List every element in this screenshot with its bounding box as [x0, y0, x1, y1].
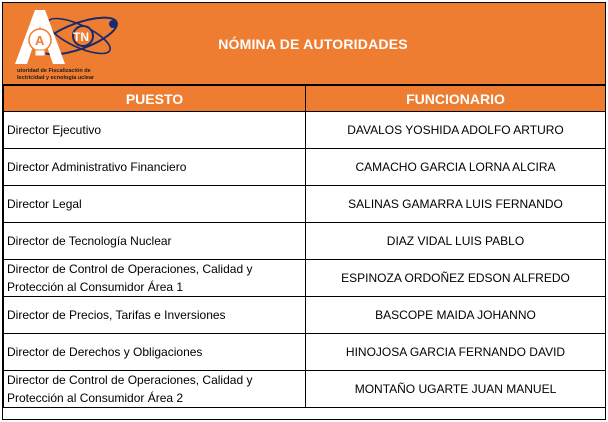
cell-funcionario: ESPINOZA ORDOÑEZ EDSON ALFREDO [306, 260, 606, 297]
column-header-puesto: PUESTO [4, 86, 306, 112]
cell-funcionario: DAVALOS YOSHIDA ADOLFO ARTURO [306, 112, 606, 149]
cell-funcionario: SALINAS GAMARRA LUIS FERNANDO [306, 186, 606, 223]
cell-puesto: Director de Control de Operaciones, Calidad y Protección al Consumidor Área 2 [4, 371, 306, 408]
cell-puesto: Director de Tecnología Nuclear [4, 223, 306, 260]
cell-funcionario: CAMACHO GARCIA LORNA ALCIRA [306, 149, 606, 186]
cell-funcionario: MONTAÑO UGARTE JUAN MANUEL [306, 371, 606, 408]
table-row [4, 334, 606, 371]
table-header-row [4, 86, 606, 112]
cell-funcionario: HINOJOSA GARCIA FERNANDO DAVID [306, 334, 606, 371]
table-row [4, 297, 606, 334]
column-header-funcionario: FUNCIONARIO [306, 86, 606, 112]
table-row [4, 260, 606, 297]
table-row [4, 149, 606, 186]
logo-caption [17, 68, 125, 81]
cell-funcionario: DIAZ VIDAL LUIS PABLO [306, 223, 606, 260]
table-row [4, 112, 606, 149]
cell-funcionario: BASCOPE MAIDA JOHANNO [306, 297, 606, 334]
page-title: NÓMINA DE AUTORIDADES [218, 36, 408, 52]
logo-mark-letter: A [35, 33, 45, 48]
logo-caption-line-2: lectricidad y ecnología uclear [17, 74, 95, 81]
table-row [4, 371, 606, 408]
authorities-sheet [2, 2, 606, 420]
cell-puesto: Director Legal [4, 186, 306, 223]
table-row [4, 186, 606, 223]
cell-puesto: Director Ejecutivo [4, 112, 306, 149]
agency-logo [9, 6, 121, 82]
cell-puesto: Director Administrativo Financiero [4, 149, 306, 186]
logo-graphic [9, 6, 121, 68]
cell-puesto: Director de Control de Operaciones, Calidad y Protección al Consumidor Área 1 [4, 260, 306, 297]
table-row [4, 223, 606, 260]
logo-caption-line-1: utoridad de Fiscalización de [17, 68, 91, 74]
logo-badge-text: TN [73, 30, 89, 44]
cell-puesto: Director de Derechos y Obligaciones [4, 334, 306, 371]
title-banner [3, 3, 605, 85]
authorities-table [3, 85, 606, 408]
cell-puesto: Director de Precios, Tarifas e Inversiones [4, 297, 306, 334]
